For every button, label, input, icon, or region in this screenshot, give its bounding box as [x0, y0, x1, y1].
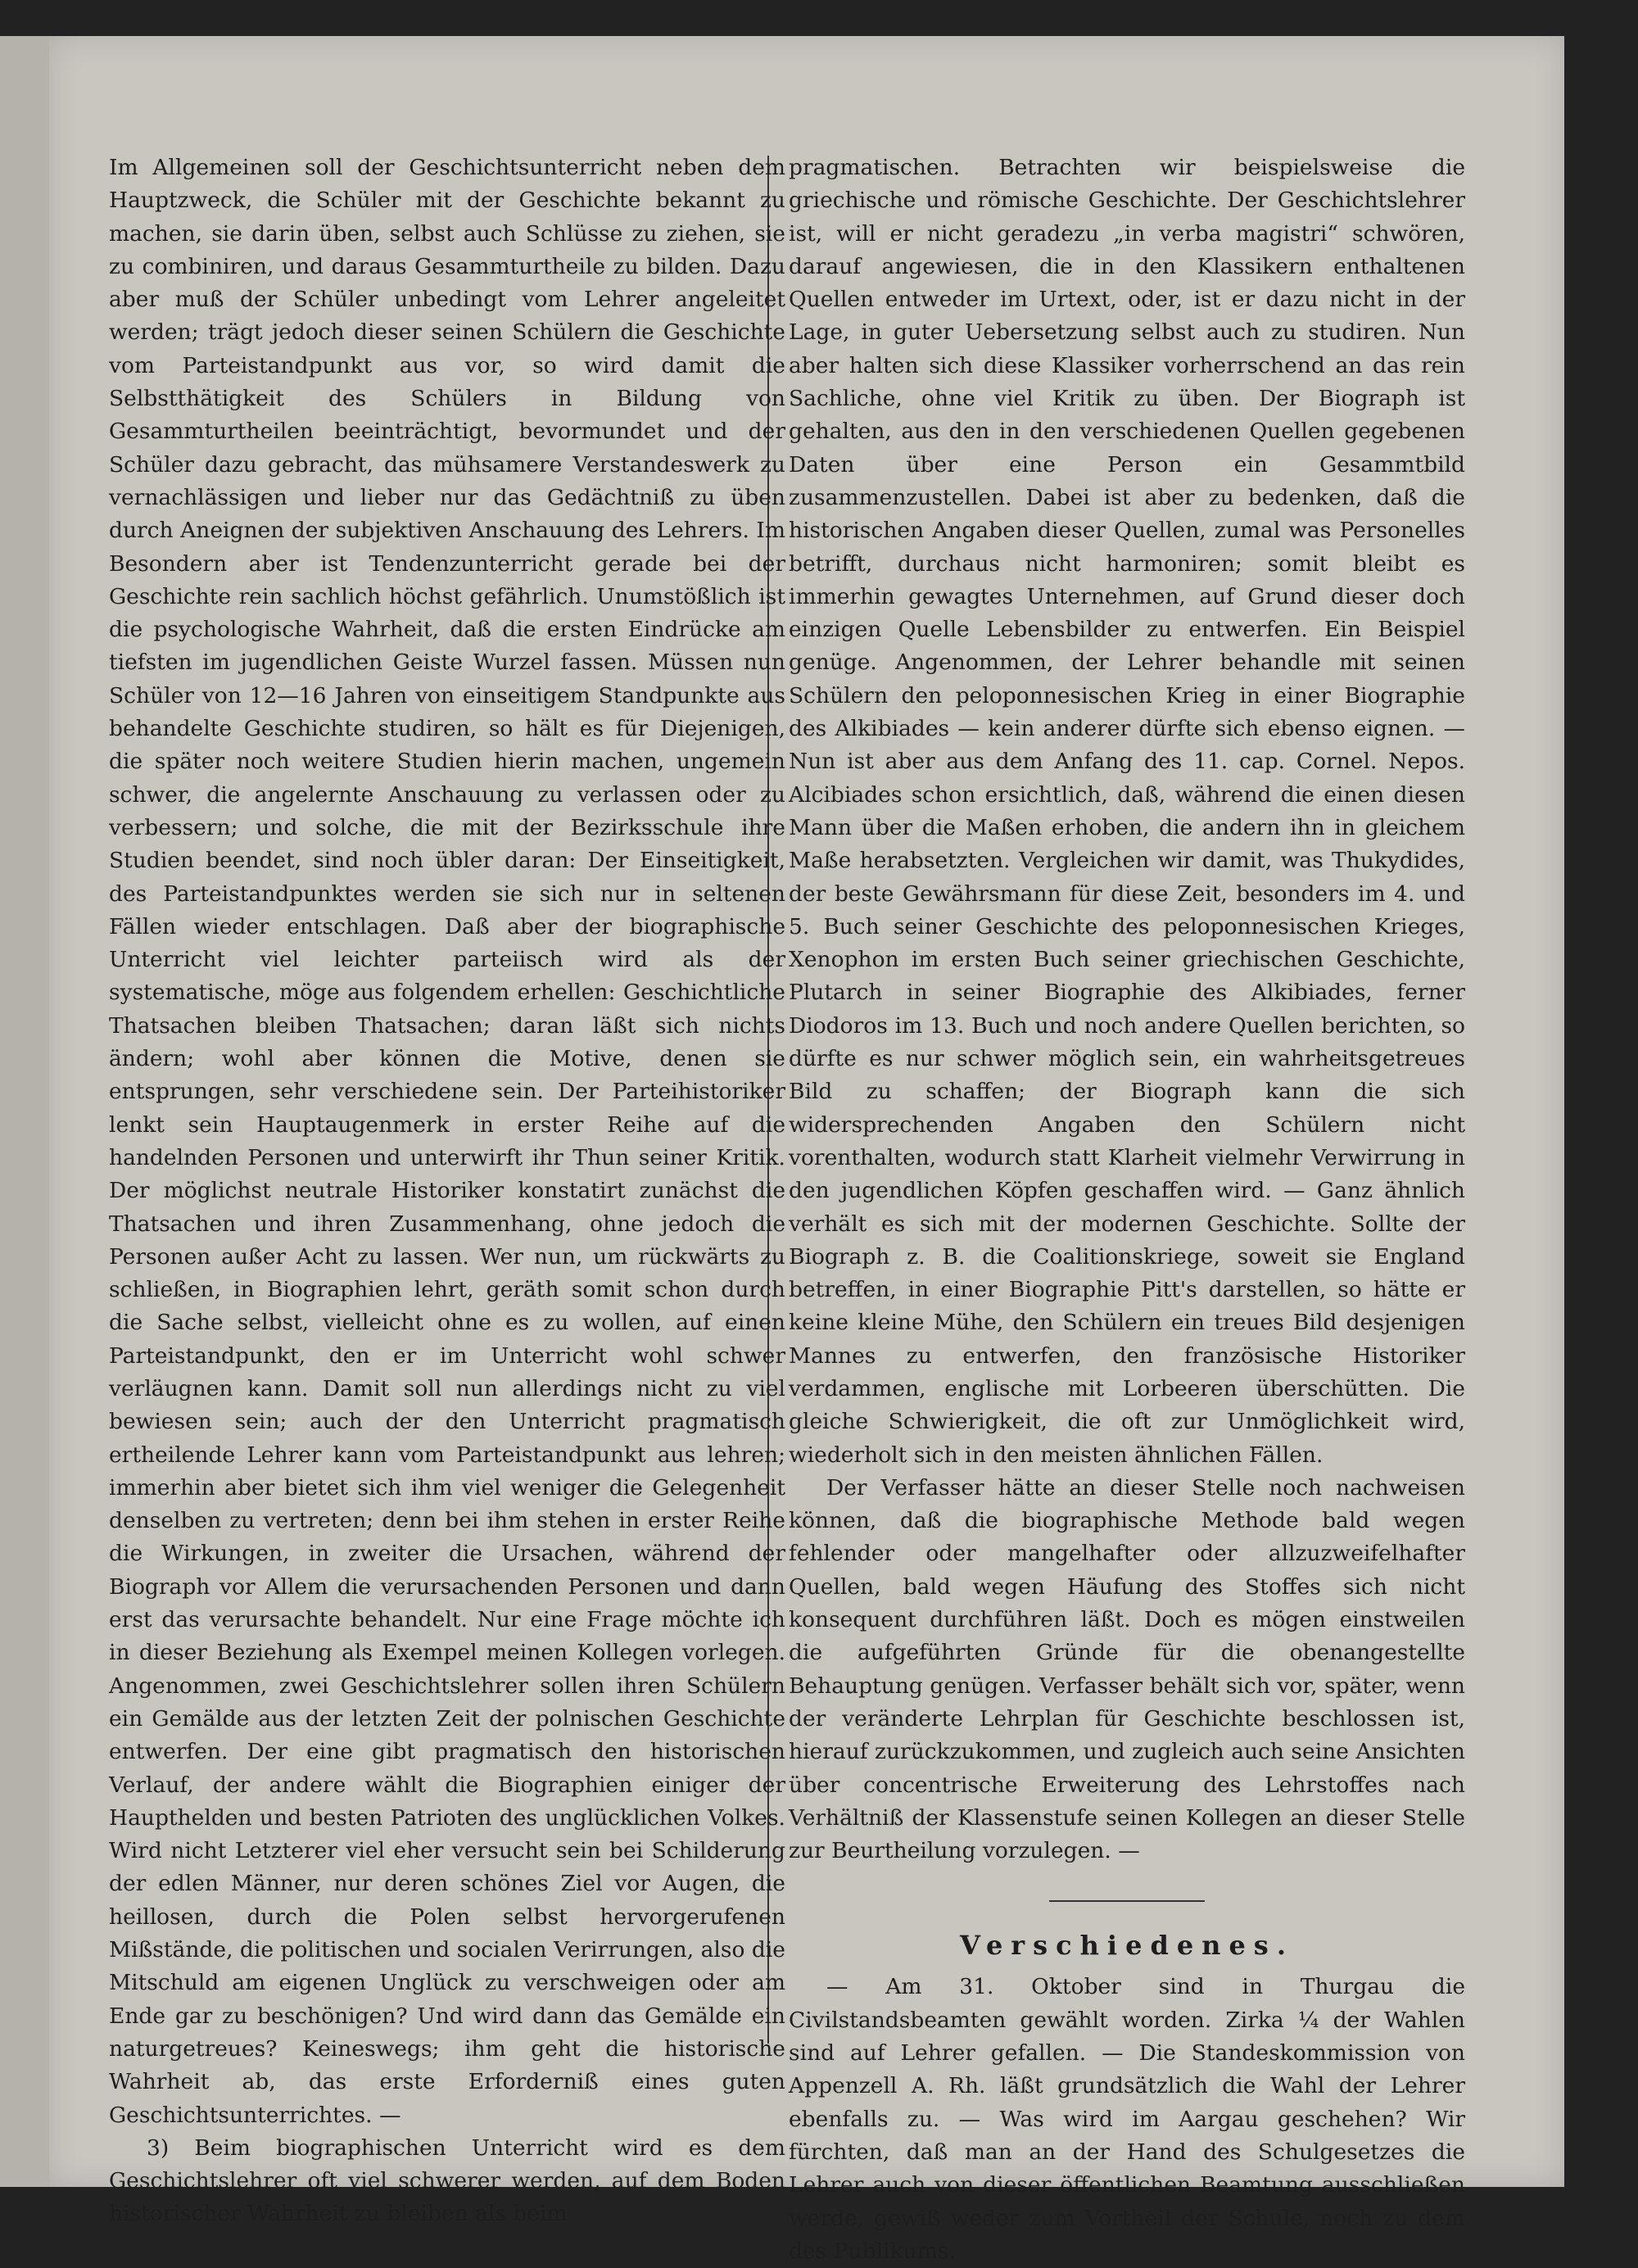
- right-column: [789, 152, 1465, 2268]
- right-paragraph-1: pragmatischen. Betrachten wir beispielsweise die griechische und römische Geschichte. Der Geschichtslehrer ist, will er nicht geradezu „in verba magistri“ schwören, darauf angewiesen, die in den Klassikern enthaltenen Quellen entweder im Urtext, oder, ist er dazu nicht in der Lage, in guter Uebersetzung selbst auch zu studiren. Nun aber halten sich diese Klassiker vorherrschend an das rein Sachliche, ohne viel Kritik zu üben. Der Biograph ist gehalten, aus den in den verschiedenen Quellen gegebenen Daten über eine Person ein Gesammtbild zusammenzustellen. Dabei ist aber zu bedenken, daß die historischen Angaben dieser Quellen, zumal was Personelles betrifft, durchaus nicht harmoniren; somit bleibt es immerhin gewagtes Unternehmen, auf Grund dieser doch einzigen Quelle Lebensbilder zu entwerfen. Ein Beispiel genüge. Angenommen, der Lehrer behandle mit seinen Schülern den peloponnesischen Krieg in einer Biographie des Alkibiades — kein anderer dürfte sich ebenso eignen. — Nun ist aber aus dem Anfang des 11. cap. Cornel. Nepos. Alcibiades schon ersichtlich, daß, während die einen diesen Mann über die Maßen erhoben, die andern ihn in gleichem Maße herabsetzten. Vergleichen wir damit, was Thukydides, der beste Gewährsmann für diese Zeit, besonders im 4. und 5. Buch seiner Geschichte des peloponnesischen Krieges, Xenophon im ersten Buch seiner griechischen Geschichte, Plutarch in seiner Biographie des Alkibiades, ferner Diodoros im 13. Buch und noch andere Quellen berichten, so dürfte es nur schwer möglich sein, ein wahrheitsgetreues Bild zu schaffen; der Biograph kann die sich widersprechenden Angaben den Schülern nicht vorenthalten, wodurch statt Klarheit vielmehr Verwirrung in den jugendlichen Köpfen geschaffen wird. — Ganz ähnlich verhält es sich mit der modernen Geschichte. Sollte der Biograph z. B. die Coalitionskriege, soweit sie England betreffen, in einer Biographie Pitt's darstellen, so hätte er keine kleine Mühe, den Schülern ein treues Bild desjenigen Mannes zu entwerfen, den französische Historiker verdammen, englische mit Lorbeeren überschütten. Die gleiche Schwierigkeit, die oft zur Unmöglichkeit wird, wiederholt sich in den meisten ähnlichen Fällen.: [789, 155, 1465, 1468]
- section-paragraph: — Am 31. Oktober sind in Thurgau die Civilstandsbeamten gewählt worden. Zirka ¼ der Wahlen sind auf Lehrer gefallen. — Die Standeskommission von Appenzell A. Rh. läßt grundsätzlich die Wahl der Lehrer ebenfalls zu. — Was wird im Aargau geschehen? Wir fürchten, daß man an der Hand des Schulgesetzes die Lehrer auch von dieser öffentlichen Beamtung ausschließen werde, gewiß weder zum Vortheil der Schule, noch zu dem des Publikums.: [789, 1974, 1465, 2264]
- left-paragraph-2: 3) Beim biographischen Unterricht wird es dem Geschichtslehrer oft viel schwerer werden, auf dem Boden historischer Wahrheit zu bleiben als beim: [109, 2134, 785, 2227]
- left-column: [109, 152, 785, 2231]
- left-paragraph-1: Im Allgemeinen soll der Geschichtsunterricht neben dem Hauptzweck, die Schüler mit der Geschichte bekannt zu machen, sie darin üben, selbst auch Schlüsse zu ziehen, sie zu combiniren, und daraus Gesammturtheile zu bilden. Dazu aber muß der Schüler unbedingt vom Lehrer angeleitet werden; trägt jedoch dieser seinen Schülern die Geschichte vom Parteistandpunkt aus vor, so wird damit die Selbstthätigkeit des Schülers in Bildung von Gesammturtheilen beeinträchtigt, bevormundet und der Schüler dazu gebracht, das mühsamere Verstandeswerk zu vernachlässigen und lieber nur das Gedächtniß zu üben durch Aneignen der subjektiven Anschauung des Lehrers. Im Besondern aber ist Tendenzunterricht gerade bei der Geschichte rein sachlich höchst gefährlich. Unumstößlich ist die psychologische Wahrheit, daß die ersten Eindrücke am tiefsten im jugendlichen Geiste Wurzel fassen. Müssen nun Schüler von 12—16 Jahren von einseitigem Standpunkte aus behandelte Geschichte studiren, so hält es für Diejenigen, die später noch weitere Studien hierin machen, ungemein schwer, die angelernte Anschauung zu verlassen oder zu verbessern; und solche, die mit der Bezirksschule ihre Studien beendet, sind noch übler daran: Der Einseitigkeit, des Parteistandpunktes werden sie sich nur in seltenen Fällen wieder entschlagen. Daß aber der biographische Unterricht viel leichter parteiisch wird als der systematische, möge aus folgendem erhellen: Geschichtliche Thatsachen bleiben Thatsachen; daran läßt sich nichts ändern; wohl aber können die Motive, denen sie entsprungen, sehr verschiedene sein. Der Parteihistoriker lenkt sein Hauptaugenmerk in erster Reihe auf die handelnden Personen und unterwirft ihr Thun seiner Kritik. Der möglichst neutrale Historiker konstatirt zunächst die Thatsachen und ihren Zusammenhang, ohne jedoch die Personen außer Acht zu lassen. Wer nun, um rückwärts zu schließen, in Biographien lehrt, geräth somit schon durch die Sache selbst, vielleicht ohne es zu wollen, auf einen Parteistandpunkt, den er im Unterricht wohl schwer verläugnen kann. Damit soll nun allerdings nicht zu viel bewiesen sein; auch der den Unterricht pragmatisch ertheilende Lehrer kann vom Parteistandpunkt aus lehren; immerhin aber bietet sich ihm viel weniger die Gelegenheit denselben zu vertreten; denn bei ihm stehen in erster Reihe die Wirkungen, in zweiter die Ursachen, während der Biograph vor Allem die verursachenden Personen und dann erst das verursachte behandelt. Nur eine Frage möchte ich in dieser Beziehung als Exempel meinen Kollegen vorlegen. Angenommen, zwei Geschichtslehrer sollen ihren Schülern ein Gemälde aus der letzten Zeit der polnischen Geschichte entwerfen. Der eine gibt pragmatisch den historischen Verlauf, der andere wählt die Biographien einiger der Haupthelden und besten Patrioten des unglücklichen Volkes. Wird nicht Letzterer viel eher versucht sein bei Schilderung der edlen Männer, nur deren schönes Ziel vor Augen, die heillosen, durch die Polen selbst hervorgerufenen Mißstände, die politischen und socialen Verirrungen, also die Mitschuld am eigenen Unglück zu verschweigen oder am Ende gar zu beschönigen? Und wird dann das Gemälde ein naturgetreues? Keineswegs; ihm geht die historische Wahrheit ab, das erste Erforderniß eines guten Geschichtsunterrichtes. —: [109, 155, 785, 2128]
- section-separator: [1049, 1900, 1205, 1902]
- previous-page-edge: [0, 36, 49, 2187]
- section-heading: Verschiedenes.: [960, 1930, 1294, 1962]
- right-paragraph-2: Der Verfasser hätte an dieser Stelle noch nachweisen können, daß die biographische Methode bald wegen fehlender oder mangelhafter oder allzuzweifelhafter Quellen, bald wegen Häufung des Stoffes sich nicht konsequent durchführen läßt. Doch es mögen einstweilen die aufgeführten Gründe für die obenangestellte Behauptung genügen. Verfasser behält sich vor, später, wenn der veränderte Lehrplan für Geschichte beschlossen ist, hierauf zurückzukommen, und zugleich auch seine Ansichten über concentrische Erweiterung des Lehrstoffes nach Verhältniß der Klassenstufe seinen Kollegen an dieser Stelle zur Beurtheilung vorzulegen. —: [789, 1474, 1465, 1864]
